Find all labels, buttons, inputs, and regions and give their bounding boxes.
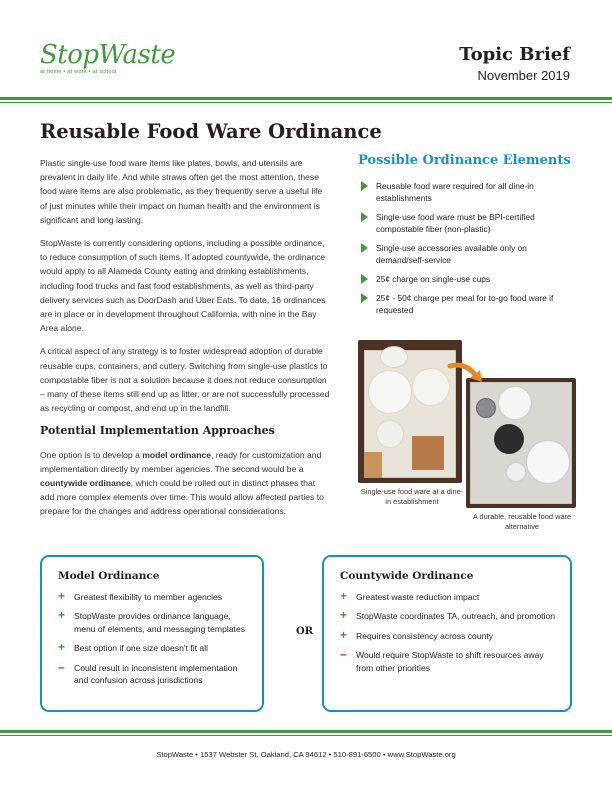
list-item <box>58 610 248 635</box>
list-item <box>58 659 248 687</box>
considering-paragraph: StopWaste is currently considering options, including a possible ordinance, to reduce consumption of such items. If adopted countywide, the ordinance would apply to all Alameda County eating and drinking establishments, including food trucks and fast food establishments, as well as third-party delivery services such as DoorDash and Uber Eats. To date, 16 ordinances are in place or in development throughout California, with nine in the Bay Area alone. <box>40 238 326 334</box>
footer-rule-thin <box>0 735 612 736</box>
bowl <box>412 368 450 406</box>
plus-icon: + <box>340 608 348 623</box>
takeout-box <box>412 436 444 470</box>
plus-icon: + <box>340 627 348 642</box>
countywide-ordinance-box <box>322 555 572 712</box>
list-item-text: Requires consistency across county <box>356 630 494 641</box>
plate <box>368 370 412 414</box>
plus-icon: + <box>58 608 66 623</box>
approaches-text-3: , which could be rolled out in distinct phases that add more complex elements over time. This would allow affected parties to prepare for the changes and address operational considerations. <box>40 478 324 517</box>
list-item <box>340 649 556 674</box>
list-item <box>358 292 572 316</box>
glass <box>506 462 526 482</box>
minus-icon: – <box>58 659 65 674</box>
strategy-paragraph: A critical aspect of any strategy is to foster widespread adoption of durable reusable cups, containers, and cutlery. Switching from single-use plastics to compostable fiber is not a solution because it does not reduce consumption – many of these items still end up as litter, or are not successfully processed as recycling or compost, and end up in the landfill. <box>40 346 330 414</box>
footer-contact: StopWaste • 1537 Webster St, Oakland, CA 94612 • 510-891-6500 • www.StopWaste.org <box>156 750 456 759</box>
list-item-text: StopWaste provides ordinance language, menu of elements, and messaging templates <box>74 611 246 634</box>
page-title: Reusable Food Ware Ordinance <box>40 120 382 143</box>
ordinance-elements-sidebar <box>358 153 572 323</box>
stopwaste-logo <box>40 40 176 75</box>
arrow-icon <box>446 360 486 388</box>
triangle-bullet-icon <box>361 243 368 253</box>
footer-rule-thick <box>0 730 612 733</box>
plus-icon: + <box>340 589 348 603</box>
list-item-text: Could result in inconsistent implementation and confusion across jurisdictions <box>74 662 238 686</box>
reusable-food-ware-photo <box>466 378 576 508</box>
header-rule-thin <box>0 102 612 103</box>
cup-lid <box>380 346 408 368</box>
minus-icon: – <box>340 647 347 662</box>
countywide-ordinance-list <box>340 591 556 674</box>
list-item-text: Greatest flexibility to member agencies <box>74 592 223 602</box>
list-item-text: Reusable food ware required for all dine-in establishments <box>376 181 534 203</box>
reusable-caption: A durable, reusable food ware alternative <box>472 512 572 531</box>
plus-icon: + <box>58 589 66 603</box>
model-ordinance-title: Model Ordinance <box>58 570 160 582</box>
countywide-ordinance-term: countywide ordinance <box>40 478 131 489</box>
main-body <box>40 156 330 528</box>
approaches-text-2: , ready for customization and implementation directly by member agencies. The second would be a <box>40 449 322 474</box>
plate <box>498 386 532 420</box>
model-ordinance-list <box>58 591 248 686</box>
bowl <box>526 440 570 484</box>
list-item <box>340 591 556 603</box>
logo-wordmark: StopWaste <box>40 40 176 70</box>
intro-paragraph: Plastic single-use food ware items like plates, bowls, and utensils are prevalent in daily life. And while straws often get the most attention, these food ware items are also problematic, as they frequently serve a useful life of just minutes while their impact on human health and the environment is significant and long lasting. <box>40 158 323 225</box>
list-item-text: StopWaste coordinates TA, outreach, and promotion <box>356 611 556 622</box>
list-item <box>58 591 248 603</box>
topic-date: November 2019 <box>477 68 570 83</box>
dark-cup <box>494 424 524 454</box>
header-rule-thick <box>0 97 612 100</box>
approaches-paragraph <box>40 448 330 519</box>
triangle-bullet-icon <box>361 274 368 284</box>
list-item <box>340 627 556 642</box>
countywide-ordinance-title: Countywide Ordinance <box>340 570 474 582</box>
triangle-bullet-icon <box>361 181 368 191</box>
list-item <box>358 242 572 266</box>
topic-title: Topic Brief <box>459 44 570 65</box>
list-item-text: Greatest waste reduction impact <box>356 592 480 602</box>
logo-tagline: at home • at work • at school <box>40 69 117 75</box>
sidebar-title: Possible Ordinance Elements <box>358 153 571 168</box>
elements-list <box>358 180 572 316</box>
list-item-text: Best option if one size doesn't fit all <box>74 643 208 654</box>
approaches-text-1: One option is to develop a <box>40 449 143 460</box>
topic-header <box>459 44 570 83</box>
model-ordinance-term: model ordinance <box>142 449 212 460</box>
list-item-text: Single-use accessories available only on demand/self-service <box>376 243 527 265</box>
list-item <box>358 273 572 285</box>
single-use-caption: Single-use food ware at a dine-in establishment <box>360 487 464 506</box>
list-item-text: 25¢ - 50¢ charge per meal for to-go food ware if requested <box>376 293 554 315</box>
list-item-text: Single-use food ware must be BPI-certified compostable fiber (non-plastic) <box>376 212 535 234</box>
approaches-heading: Potential Implementation Approaches <box>40 424 275 438</box>
small-bowl <box>376 420 404 448</box>
list-item <box>358 211 572 235</box>
list-item-text: 25¢ charge on single-use cups <box>376 274 491 284</box>
list-item-text: Would require StopWaste to shift resources away from other priorities <box>356 650 544 673</box>
triangle-bullet-icon <box>361 293 368 303</box>
model-ordinance-box <box>40 555 264 712</box>
plus-icon: + <box>58 640 66 655</box>
list-item <box>58 642 248 654</box>
or-label: OR <box>296 626 314 637</box>
triangle-bullet-icon <box>361 212 368 222</box>
list-item <box>358 180 572 204</box>
metal-cup <box>476 398 496 418</box>
list-item <box>340 610 556 622</box>
napkin <box>364 452 382 478</box>
